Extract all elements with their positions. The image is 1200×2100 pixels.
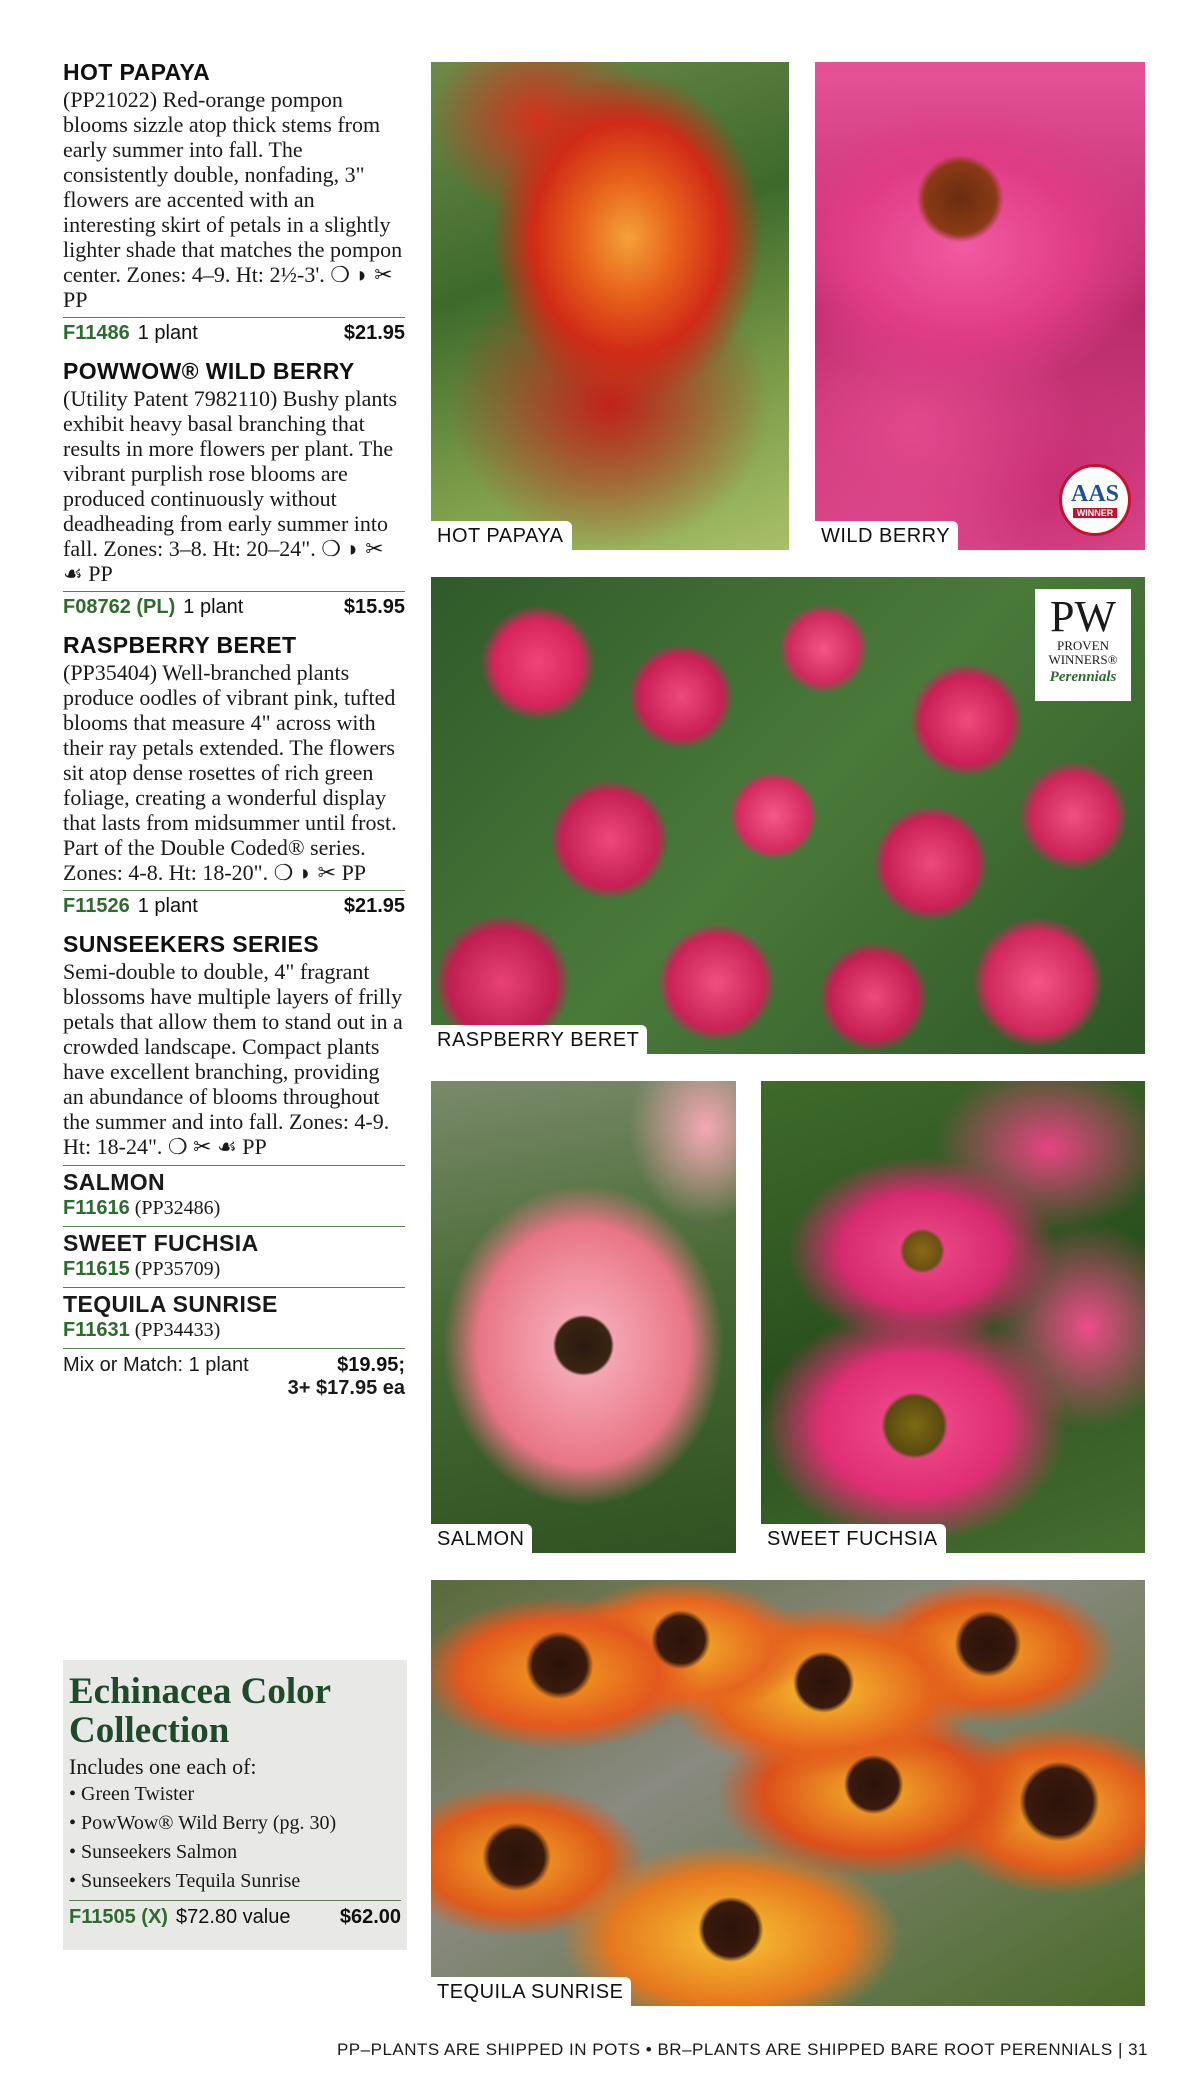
mix-label: Mix or Match: 1 plant xyxy=(63,1354,249,1376)
pw-logo: PW xyxy=(1050,592,1116,641)
mix-price: $19.95; xyxy=(337,1354,405,1376)
mix-row xyxy=(63,1354,405,1377)
series-item-line xyxy=(63,1257,405,1281)
item-code: F11486 xyxy=(63,322,130,344)
product-sunseekers-series xyxy=(63,930,405,1400)
pw-sub: Perennials xyxy=(1049,669,1117,685)
series-item-name: SALMON xyxy=(63,1169,166,1195)
price-row xyxy=(63,591,405,619)
series-item-salmon xyxy=(63,1165,405,1220)
photo-label: RASPBERRY BERET xyxy=(431,1025,647,1054)
product-description: (Utility Patent 7982110) Bushy plants exhibit heavy basal branching that results in more flowers per plant. The vibrant purplish rose blooms are produced continuously without deadheading from early summer into fall. Zones: 3–8. Ht: 20–24". ❍ ◗ ✂ ☙ PP xyxy=(63,386,398,586)
series-item-sweet-fuchsia xyxy=(63,1226,405,1281)
collection-item: • Green Twister xyxy=(69,1783,195,1805)
item-price: $62.00 xyxy=(339,1906,401,1928)
item-price: $21.95 xyxy=(343,895,405,917)
aas-winner-badge xyxy=(1059,464,1131,536)
collection-item: • Sunseekers Salmon xyxy=(69,1841,238,1863)
item-code: F08762 (PL) xyxy=(63,596,176,618)
photo-salmon xyxy=(431,1081,736,1553)
photo-wild-berry xyxy=(815,62,1145,550)
series-item-name: TEQUILA SUNRISE xyxy=(63,1291,278,1317)
aas-sub: WINNER xyxy=(1073,508,1118,518)
product-description: (PP35404) Well-branched plants produce oodles of vibrant pink, tufted blooms that measure 4" across with their ray petals extended. The flowers sit atop dense rosettes of rich green foliage, creating a wonderful display that lasts from midsummer until frost. Part of the Double Coded® series. Zones: 4-8. Ht: 18-20". ❍ ◗ ✂ PP xyxy=(63,660,397,885)
photo-label: TEQUILA SUNRISE xyxy=(431,1977,631,2006)
product-column xyxy=(63,58,405,1412)
item-code: F11615 xyxy=(63,1258,130,1280)
photo-label: WILD BERRY xyxy=(815,521,958,550)
item-qty: 1 plant xyxy=(137,322,198,344)
collection-item: • Sunseekers Tequila Sunrise xyxy=(69,1870,301,1892)
photo-tequila-sunrise xyxy=(431,1580,1145,2006)
product-hot-papaya xyxy=(63,58,405,345)
color-collection-box xyxy=(63,1660,407,1950)
series-item-tequila-sunrise xyxy=(63,1287,405,1342)
item-patent: (PP32486) xyxy=(134,1197,221,1219)
product-raspberry-beret xyxy=(63,631,405,918)
collection-item: • PowWow® Wild Berry (pg. 30) xyxy=(69,1812,337,1834)
collection-value: $72.80 value xyxy=(175,1906,291,1928)
series-item-name: SWEET FUCHSIA xyxy=(63,1230,259,1256)
product-description: (PP21022) Red-orange pompon blooms sizzle atop thick stems from early summer into fall. The consistently double, nonfading, 3" flowers are accented with an interesting skirt of petals in a slightly lighter shade that matches the pompon center. Zones: 4–9. Ht: 2½-3'. ❍ ◗ ✂ PP xyxy=(63,87,403,312)
mix-match-pricing xyxy=(63,1348,405,1400)
aas-logo: AAS xyxy=(1070,481,1119,507)
item-qty: 1 plant xyxy=(183,596,244,618)
item-price: $15.95 xyxy=(343,596,405,618)
series-item-line xyxy=(63,1196,405,1220)
item-code: F11616 xyxy=(63,1197,130,1219)
item-qty: 1 plant xyxy=(137,895,198,917)
product-wild-berry xyxy=(63,357,405,619)
product-title: HOT PAPAYA xyxy=(63,59,211,85)
photo-label: SWEET FUCHSIA xyxy=(761,1524,946,1553)
pw-name: PROVEN WINNERS® xyxy=(1048,638,1118,667)
series-description: Semi-double to double, 4" fragrant blossoms have multiple layers of frilly petals that allow them to stand out in a crowded landscape. Compact plants have excellent branching, providing an abundance of blooms throughout the summer and into fall. Zones: 4-9. Ht: 18-24". ❍ ✂ ☙ PP xyxy=(63,959,403,1159)
item-code: F11505 (X) xyxy=(69,1906,168,1928)
photo-hot-papaya xyxy=(431,62,789,550)
price-row xyxy=(63,890,405,918)
photo-sweet-fuchsia xyxy=(761,1081,1145,1553)
photo-label: SALMON xyxy=(431,1524,532,1553)
series-title: SUNSEEKERS SERIES xyxy=(63,931,320,957)
collection-intro: Includes one each of: xyxy=(69,1754,257,1779)
photo-label: HOT PAPAYA xyxy=(431,521,572,550)
series-item-line xyxy=(63,1318,405,1342)
item-price: $21.95 xyxy=(343,322,405,344)
item-code: F11631 xyxy=(63,1319,130,1341)
page-footer: PP–PLANTS ARE SHIPPED IN POTS • BR–PLANTS ARE SHIPPED BARE ROOT PERENNIALS | 31 xyxy=(336,2040,1148,2059)
item-patent: (PP35709) xyxy=(134,1258,221,1280)
item-code: F11526 xyxy=(63,895,130,917)
product-title: RASPBERRY BERET xyxy=(63,632,297,658)
mix-price-bulk: 3+ $17.95 ea xyxy=(287,1377,405,1399)
price-row xyxy=(63,317,405,345)
collection-title: Echinacea Color Collection xyxy=(69,1671,331,1751)
collection-price-row xyxy=(69,1900,401,1929)
product-title: POWWOW® WILD BERRY xyxy=(63,358,355,384)
proven-winners-badge xyxy=(1035,589,1131,701)
photo-raspberry-beret xyxy=(431,577,1145,1054)
item-patent: (PP34433) xyxy=(134,1319,221,1341)
